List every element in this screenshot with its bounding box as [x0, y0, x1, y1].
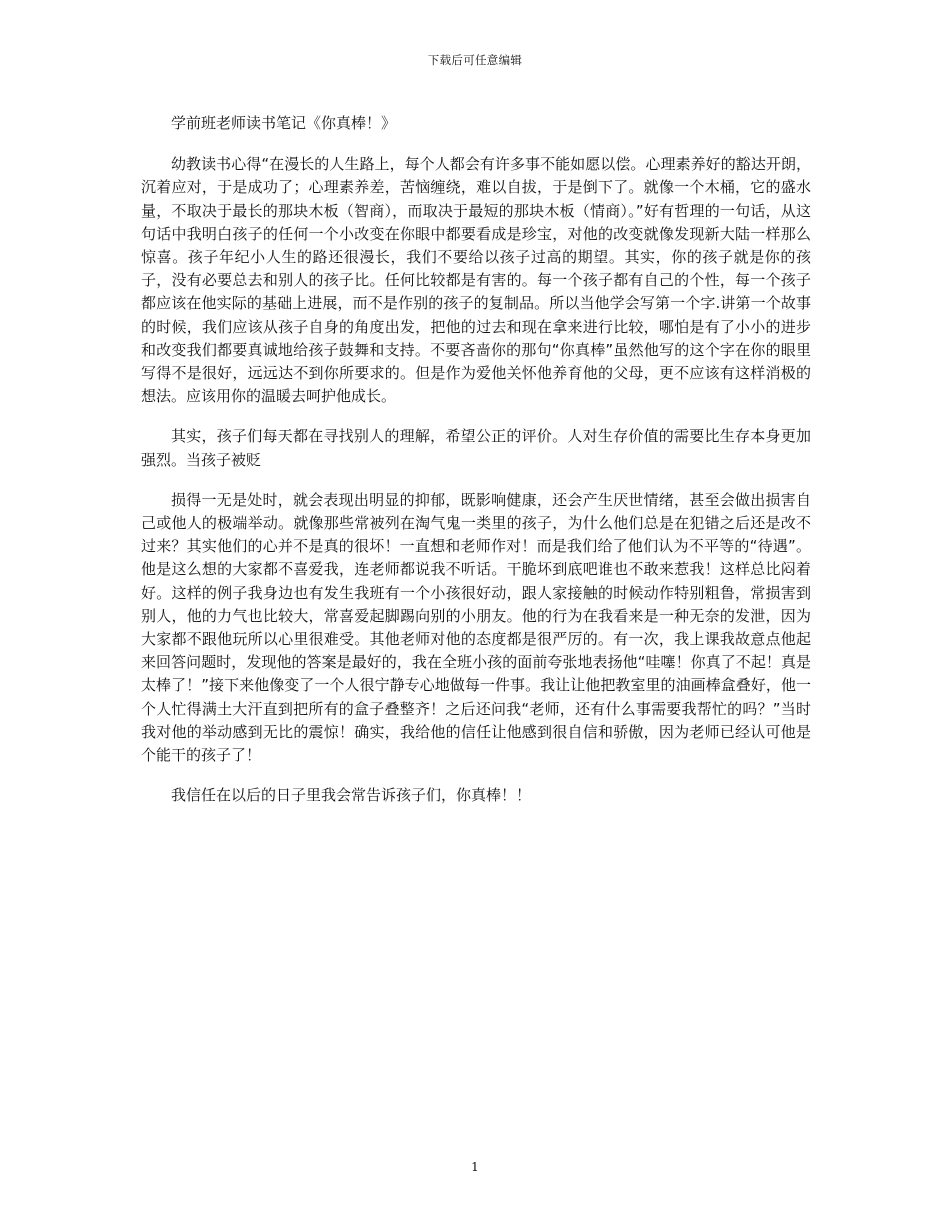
- paragraph: 损得一无是处时，就会表现出明显的抑郁，既影响健康，还会产生厌世情绪，甚至会做出损害自己或他人的极端举动。就像那些常被列在淘气鬼一类里的孩子，为什么他们总是在犯错之后还是改不过来？其实他们的心并不是真的很坏！一直想和老师作对！而是我们给了他们认为不平等的“待遇”。他是这么想的大家都不喜爱我，连老师都说我不听话。干脆坏到底吧谁也不敢来惹我！这样总比闷着好。这样的例子我身边也有发生我班有一个小孩很好动，跟人家接触的时候动作特别粗鲁，常损害到别人，他的力气也比较大，常喜爱起脚踢向别的小朋友。他的行为在我看来是一种无奈的发泄，因为大家都不跟他玩所以心里很难受。其他老师对他的态度都是很严厉的。有一次，我上课我故意点他起来回答问题时，发现他的答案是最好的，我在全班小孩的面前夸张地表扬他“哇噻！你真了不起！真是太棒了！”接下来他像变了一个人很宁静专心地做每一件事。我让让他把教室里的油画棒盒叠好，他一个人忙得满土大汗直到把所有的盒子叠整齐！之后还问我“老师，还有什么事需要我帮忙的吗？”当时我对他的举动感到无比的震惊！确实，我给他的信任让他感到很自信和骄傲，因为老师已经认可他是个能干的孩子了！: [141, 490, 811, 765]
- paragraph: 其实，孩子们每天都在寻找别人的理解，希望公正的评价。人对生存价值的需要比生存本身更加强烈。当孩子被贬: [141, 427, 811, 469]
- paragraph: 幼教读书心得“在漫长的人生路上，每个人都会有许多事不能如愿以偿。心理素养好的豁达开朗，沉着应对，于是成功了；心理素养差，苦恼缠绕，难以自拔，于是倒下了。就像一个木桶，它的盛水量，不取决于最长的那块木板（智商），而取决于最短的那块木板（情商）。”好有哲理的一句话，从这句话中我明白孩子的任何一个小改变在你眼中都要看成是珍宝，对他的改变就像发现新大陆一样那么惊喜。孩子年纪小人生的路还很漫长，我们不要给以孩子过高的期望。其实，你的孩子就是你的孩子，没有必要总去和别人的孩子比。任何比较都是有害的。每一个孩子都有自己的个性，每一个孩子都应该在他实际的基础上进展，而不是作别的孩子的复制品。所以当他学会写第一个字.讲第一个故事的时候，我们应该从孩子自身的角度出发，把他的过去和现在拿来进行比较，哪怕是有了小小的进步和改变我们都要真诚地给孩子鼓舞和支持。不要吝啬你的那句“你真棒”虽然他写的这个字在你的眼里写得不是很好，远远达不到你所要求的。但是作为爱他关怀他养育他的父母，更不应该有这样消极的想法。应该用你的温暖去呵护他成长。: [141, 155, 811, 406]
- page-header: 下载后可任意编辑: [427, 53, 523, 67]
- document-body: [141, 112, 811, 824]
- paragraph: 我信任在以后的日子里我会常告诉孩子们，你真棒！！: [171, 786, 532, 805]
- document-title: 学前班老师读书笔记《你真棒！》: [171, 114, 397, 132]
- page-number: 1: [471, 1160, 479, 1174]
